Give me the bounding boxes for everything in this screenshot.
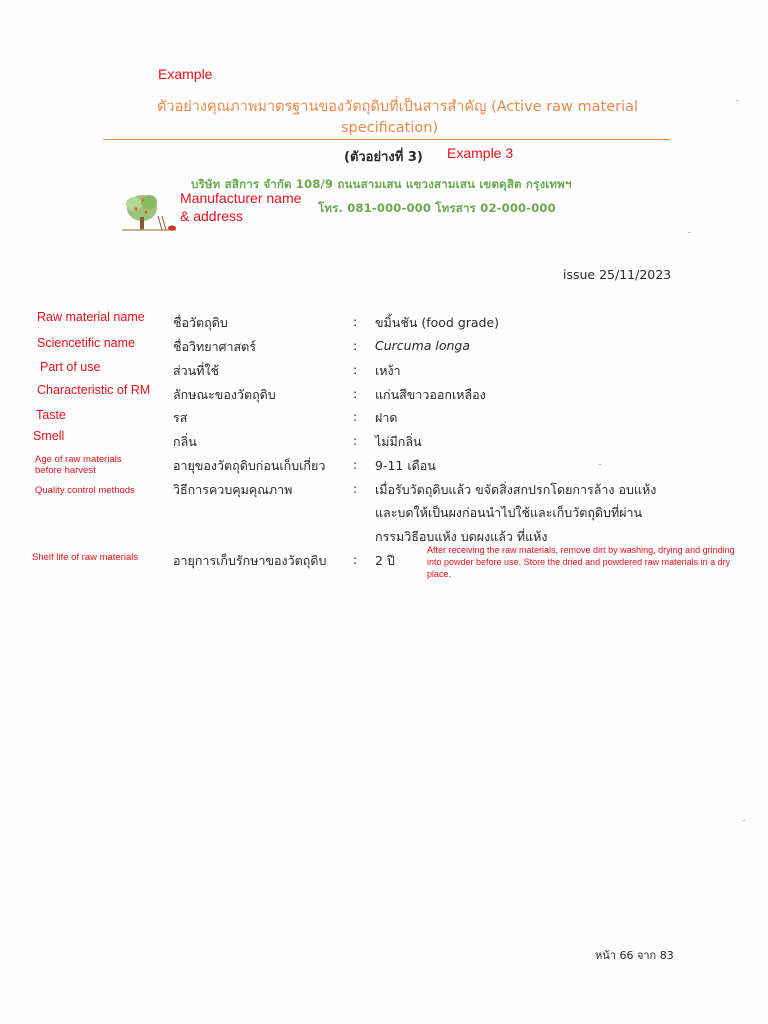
- row-th-taste: รส: [173, 410, 188, 425]
- row-en-raw-material-name: Raw material name: [37, 310, 145, 324]
- row-colon: :: [353, 362, 358, 377]
- row-en-shelf-life: Shelf life of raw materials: [32, 552, 139, 563]
- example-number-thai: (ตัวอย่างที่ 3): [344, 150, 423, 165]
- scan-speck: [736, 100, 739, 101]
- example-annotation: Example: [158, 66, 213, 82]
- row-en-age-before-harvest-continued: before harvest: [35, 465, 96, 476]
- example-number-annotation: Example 3: [447, 145, 514, 161]
- row-value-quality-control-continued: และบดให้เป็นผงก่อนนำไปใช้และเก็บวัตถุดิบที่ผ่าน: [375, 505, 643, 520]
- row-colon: :: [353, 338, 358, 353]
- row-en-scientific-name: Sciencetific name: [37, 336, 135, 350]
- row-th-part-of-use: ส่วนที่ใช้: [173, 363, 220, 378]
- company-phone-fax: โทร. 081-000-000 โทรสาร 02-000-000: [318, 201, 556, 215]
- row-th-shelf-life: อายุการเก็บรักษาของวัตถุดิบ: [173, 553, 327, 568]
- row-th-quality-control: วิธีการควบคุมคุณภาพ: [173, 482, 293, 497]
- row-value-taste: ฝาด: [375, 410, 398, 425]
- tree-logo-icon: [114, 190, 182, 234]
- row-th-scientific-name: ชื่อวิทยาศาสตร์: [173, 339, 257, 354]
- row-value-smell: ไม่มีกลิ่น: [375, 434, 422, 449]
- row-value-age-before-harvest: 9-11 เดือน: [375, 458, 436, 473]
- scan-speck: [742, 820, 745, 821]
- issue-date: issue 25/11/2023: [563, 267, 672, 282]
- scan-speck: [688, 232, 691, 233]
- row-value-shelf-life: 2 ปี: [375, 553, 395, 568]
- manufacturer-annotation-continued: & address: [180, 208, 244, 224]
- row-value-quality-control-continued: กรรมวิธีอบแห้ง บดผงแล้ว ที่แห้ง: [375, 529, 548, 544]
- row-th-characteristic: ลักษณะของวัตถุดิบ: [173, 387, 276, 402]
- row-colon: :: [353, 457, 358, 472]
- company-name-address: บริษัท สสิการ จำกัด 108/9 ถนนสามเสน แขวงสามเสน เขตดุสิต กรุงเทพฯ: [191, 177, 572, 191]
- document-title-continued: specification): [341, 120, 439, 136]
- row-en-age-before-harvest: Age of raw materials: [35, 454, 122, 465]
- row-value-characteristic: แก่นสีขาวออกเหลือง: [375, 387, 486, 402]
- row-colon: :: [353, 409, 358, 424]
- document-title: ตัวอย่างคุณภาพมาตรฐานของวัตถุดิบที่เป็นสารสำคัญ (Active raw material: [157, 99, 639, 115]
- row-th-raw-material-name: ชื่อวัตถุดิบ: [173, 315, 228, 330]
- english-translation-note: After receiving the raw materials, remove dirt by washing, drying and grinding into powder before use. Store the dried and powdered raw materials in a dry place.: [427, 545, 735, 579]
- row-en-characteristic: Characteristic of RM: [37, 383, 151, 397]
- row-en-quality-control: Quality control methods: [35, 485, 135, 496]
- scan-speck: [598, 464, 601, 465]
- row-en-taste: Taste: [36, 408, 66, 422]
- row-colon: :: [353, 386, 358, 401]
- manufacturer-annotation: Manufacturer name: [180, 190, 302, 206]
- row-en-smell: Smell: [33, 429, 65, 443]
- row-th-smell: กลิ่น: [173, 434, 197, 449]
- row-value-quality-control: เมื่อรับวัตถุดิบแล้ว ขจัดสิ่งสกปรกโดยการล้าง อบแห้ง: [375, 482, 657, 497]
- row-value-part-of-use: เหง้า: [375, 363, 401, 378]
- row-th-age-before-harvest: อายุของวัตถุดิบก่อนเก็บเกี่ยว: [173, 458, 326, 473]
- row-colon: :: [353, 552, 358, 567]
- row-colon: :: [353, 314, 358, 329]
- row-colon: :: [353, 481, 358, 496]
- page-number: หน้า 66 จาก 83: [595, 949, 674, 962]
- row-value-scientific-name: Curcuma longa: [375, 338, 471, 353]
- row-en-part-of-use: Part of use: [40, 360, 101, 374]
- title-divider: [103, 139, 670, 140]
- row-colon: :: [353, 433, 358, 448]
- row-value-raw-material-name: ขมิ้นชัน (food grade): [375, 315, 500, 330]
